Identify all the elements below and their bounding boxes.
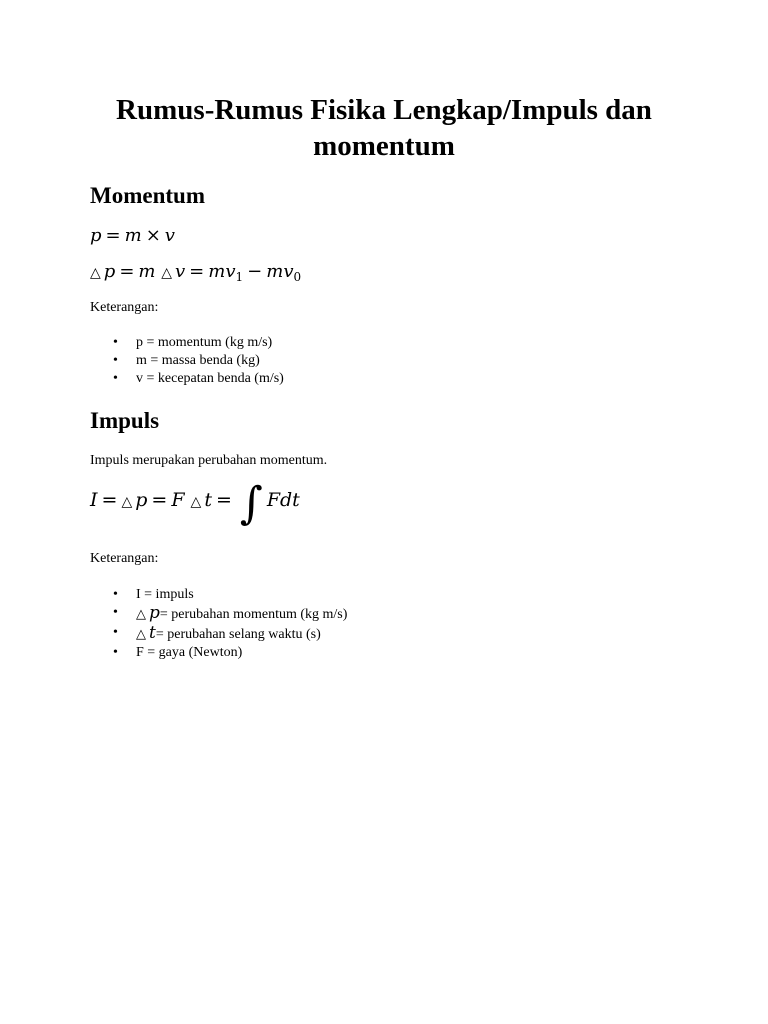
list-item: • m = massa benda (kg)	[90, 352, 284, 370]
list-item: • p = momentum (kg m/s)	[90, 334, 284, 352]
momentum-formula: p = m × v	[90, 225, 175, 246]
keterangan-label-momentum: Keterangan:	[90, 300, 159, 315]
list-item: • △ t= perubahan selang waktu (s)	[90, 624, 347, 644]
delta-t-symbol: △ t	[136, 623, 156, 643]
list-item: • v = kecepatan benda (m/s)	[90, 370, 284, 388]
section-heading-impuls: Impuls	[90, 408, 160, 433]
impuls-legend-list	[90, 586, 347, 662]
momentum-legend-list	[90, 334, 284, 388]
section-heading-momentum: Momentum	[90, 183, 205, 208]
delta-p-symbol: △ p	[136, 603, 160, 623]
list-item: • F = gaya (Newton)	[90, 644, 347, 662]
keterangan-label-impuls: Keterangan:	[90, 551, 159, 566]
list-item: • I = impuls	[90, 586, 347, 604]
impuls-formula: I = △ p = F △ t = ∫ Fdt	[90, 478, 300, 529]
integral-sign: ∫	[239, 478, 263, 529]
list-item: • △ p= perubahan momentum (kg m/s)	[90, 604, 347, 624]
momentum-change-formula: △ p = m △ $v = mv_1 - mv_0$	[90, 261, 302, 284]
impuls-description: Impuls merupakan perubahan momentum.	[90, 453, 328, 468]
page-title: Rumus-Rumus Fisika Lengkap/Impuls dan momentum	[116, 94, 652, 162]
